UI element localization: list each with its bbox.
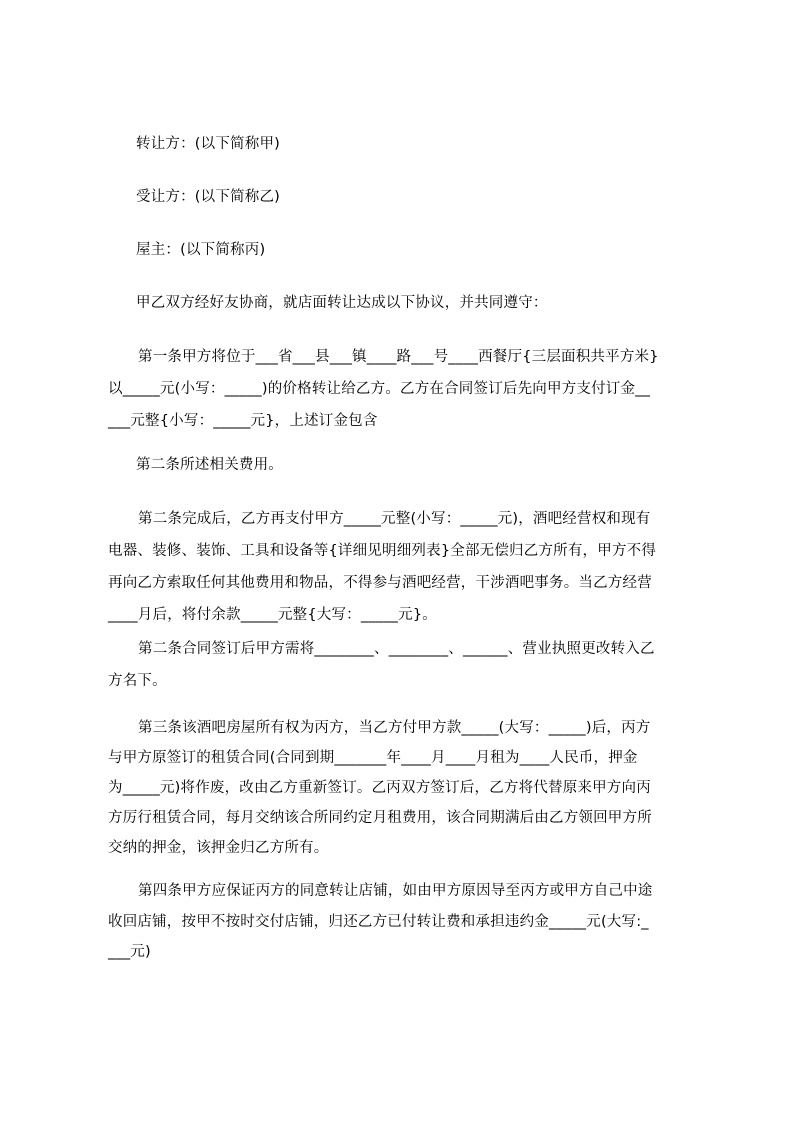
clause-1-line: ___元整{小写：_____元}，上述订金包含 — [108, 413, 378, 429]
clause-4-line: 收回店铺，按甲不按时交付店铺，归还乙方已付转让费和承担违约金_____元(大写:_ — [108, 914, 649, 930]
owner-line: 屋主：(以下简称丙) — [136, 242, 266, 258]
clause-3-line: 与甲方原签订的租赁合同(合同到期_______年____月____月租为____人民币，押金 — [108, 750, 638, 766]
clause-2b-line: 方名下。 — [108, 673, 167, 689]
clause-4-line: 第四条甲方应保证丙方的同意转让店铺，如由甲方原因导至丙方或甲方自己中途 — [138, 883, 653, 899]
clause-3-line: 方厉行租赁合同，每月交纳该合所同约定月租费用，该合同期满后由乙方领回甲方所 — [108, 810, 652, 826]
clause-3-line: 交纳的押金，该押金归乙方所有。 — [108, 840, 329, 856]
clause-1-line: 以_____元(小写：_____)的价格转让给乙方。乙方在合同签订后先向甲方支付订金__ — [108, 381, 651, 397]
clause-4-line: ___元) — [108, 944, 151, 960]
clause-2-line: ____月后，将付余款_____元整{大写：_____元}。 — [108, 607, 437, 623]
transferor-line: 转让方：(以下简称甲) — [136, 136, 281, 152]
clause-2-line: 电器、装修、装饰、工具和设备等{详细见明细列表}全部无偿归乙方所有，甲方不得 — [108, 543, 657, 559]
intro-paragraph: 甲乙双方经好友协商，就店面转让达成以下协议，并共同遵守： — [136, 295, 548, 311]
clause-2b-line: 第二条合同签订后甲方需将________、________、______、营业执照更改转入乙 — [138, 641, 655, 657]
clause-2-line: 再向乙方索取任何其他费用和物品，不得参与酒吧经营，干涉酒吧事务。当乙方经营 — [108, 575, 652, 591]
clause-2-title: 第二条所述相关费用。 — [136, 457, 283, 473]
transferee-line: 受让方：(以下简称乙) — [136, 189, 281, 205]
clause-3-line: 第三条该酒吧房屋所有权为丙方，当乙方付甲方款_____(大写：_____)后，丙方 — [138, 720, 651, 736]
clause-1-line: 第一条甲方将位于___省___县___镇____路___号____西餐厅{三层面积共平方米} — [138, 349, 659, 365]
clause-2-line: 第二条完成后，乙方再支付甲方_____元整(小写：_____元)，酒吧经营权和现有 — [138, 511, 651, 527]
clause-3-line: 为_____元)将作废，改由乙方重新签订。乙丙双方签订后，乙方将代替原来甲方向丙 — [108, 780, 651, 796]
